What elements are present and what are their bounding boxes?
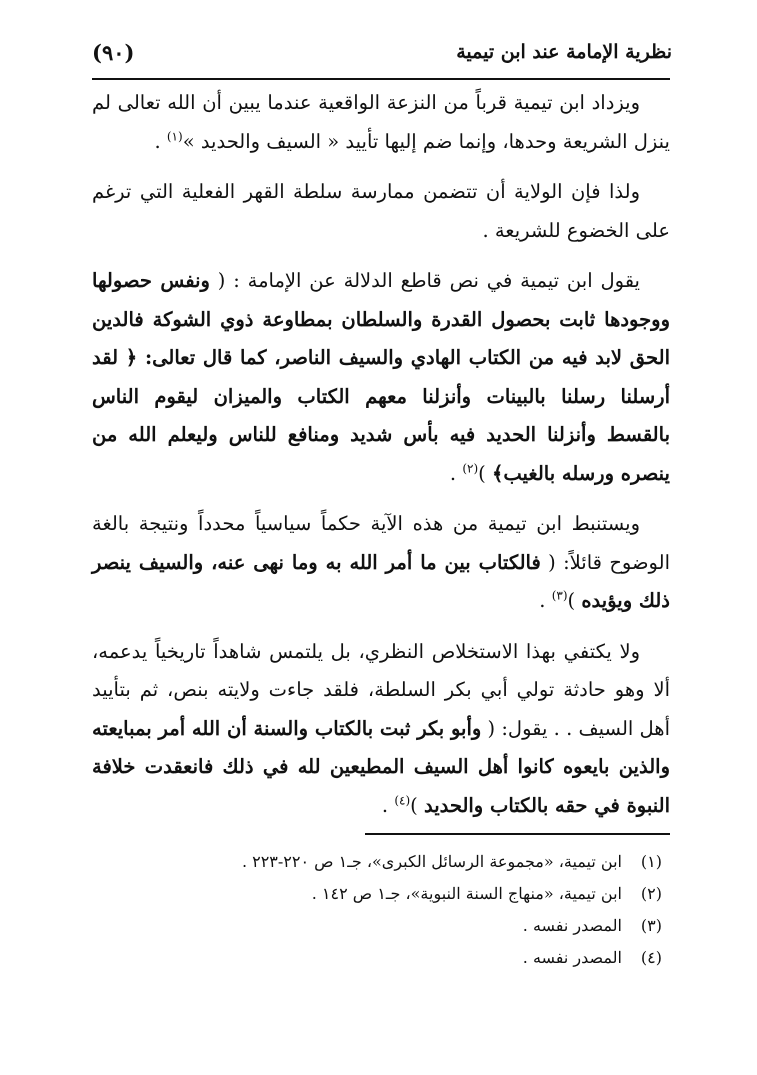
footnote-ref: (٢): [462, 461, 479, 475]
paragraph: [92, 505, 670, 621]
paragraph: [92, 173, 670, 250]
body-text: يقول ابن تيمية في نص قاطع الدلالة عن الإمامة : (: [209, 269, 640, 292]
footnote: [92, 848, 670, 876]
body-text: .: [539, 589, 552, 612]
body-text: ويزداد ابن تيمية قرباً من النزعة الواقعية عندما يبين أن الله تعالى لم ينزل الشريعة وحدها، وإنما ضم إليها تأييد « السيف والحديد »: [92, 91, 670, 153]
footnote: [92, 912, 670, 940]
footnotes: [92, 848, 670, 976]
footnote-number: (٤): [640, 948, 662, 967]
body-text: ولذا فإن الولاية أن تتضمن ممارسة سلطة القهر الفعلية التي ترغم على الخضوع للشريعة .: [92, 180, 670, 242]
body-text: .: [449, 461, 463, 485]
footnote-ref: (١): [166, 129, 183, 143]
body-text: .: [154, 129, 167, 153]
running-title: نظرية الإمامة عند ابن تيمية: [456, 41, 672, 63]
body-text: ولا يكتفي بهذا الاستخلاص النظري، بل يلتمس شاهداً تاريخياً يدعمه، ألا وهو حادثة تولي أبي بكر السلطة، فلقد جاءت ولايته بنص، ثم بتأييد أهل السيف . . يقول: (: [92, 639, 670, 740]
page-header: [92, 30, 672, 74]
footnote: [92, 944, 670, 972]
body-text: ): [410, 793, 424, 817]
footnote-text: ابن تيمية، «منهاج السنة النبوية»، جـ١ ص ١٤٢ .: [311, 884, 622, 903]
page-number: (٩٠): [92, 39, 135, 65]
footnote-text: المصدر نفسه .: [522, 948, 622, 967]
paragraph: [92, 84, 670, 161]
footnote-ref: (٣): [551, 588, 568, 603]
body-text: ): [478, 461, 492, 485]
header-rule: [92, 78, 670, 80]
quote-text: وأبو بكر ثبت بالكتاب والسنة أن الله أمر بمبايعته والذين بايعوه كانوا أهل السيف المطيعين لله في ذلك فانعقدت خلافة النبوة في حقه بالكتاب والحديد: [92, 716, 670, 817]
footnote-number: (٢): [640, 884, 662, 903]
body-text: .: [381, 793, 395, 817]
footnote-text: ابن تيمية، «مجموعة الرسائل الكبرى»، جـ١ ص ٢٢٠-٢٢٣ .: [241, 852, 622, 871]
footnote-ref: (٤): [394, 793, 411, 807]
footnote-number: (١): [640, 852, 662, 871]
quote-text: فالكتاب بين ما أمر الله به وما نهى عنه، والسيف ينصر ذلك ويؤيده: [92, 550, 670, 612]
footnote-text: المصدر نفسه .: [522, 916, 622, 935]
paragraph: [92, 633, 670, 826]
main-text: [92, 84, 670, 825]
footnote-separator: [365, 833, 670, 835]
body-text: ويستنبط ابن تيمية من هذه الآية حكماً سياسياً محدداً ونتيجة بالغة الوضوح قائلاً: (: [92, 512, 670, 574]
body-text: ): [567, 589, 582, 612]
quote-text: ونفس حصولها ووجودها ثابت بحصول القدرة والسلطان بمطاوعة ذوي الشوكة فالدين الحق لابد فيه من الكتاب الهادي والسيف الناصر، كما قال تعالى: ﴿ لقد أرسلنا رسلنا بالبينات وأنزلنا معهم الكتاب والميزان ليقوم الناس بالقسط وأنزلنا الحديد فيه بأس شديد ومنافع للناس وليعلم الله من ينصره ورسله بالغيب﴾: [92, 269, 670, 485]
footnote: [92, 880, 670, 908]
paragraph: [92, 262, 670, 493]
footnote-number: (٣): [640, 916, 662, 935]
